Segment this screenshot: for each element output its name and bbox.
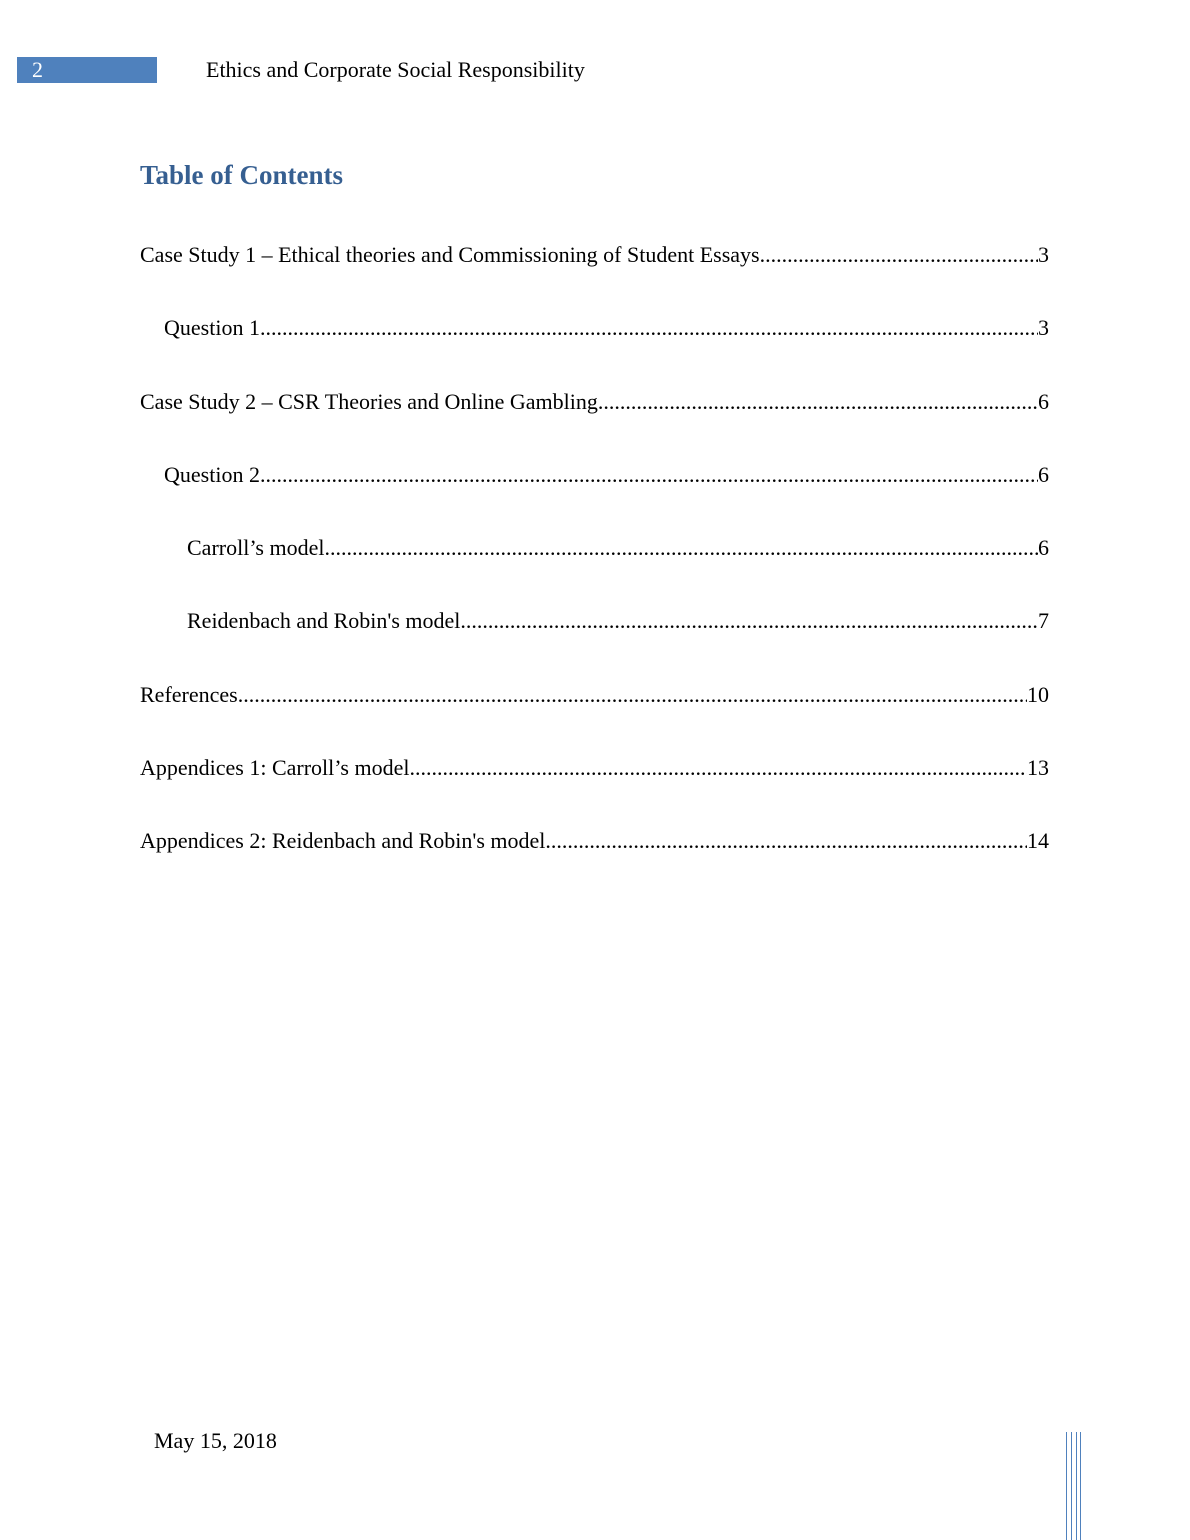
toc-entry-page: 10 bbox=[1027, 681, 1049, 707]
toc-entry-text: References bbox=[140, 681, 238, 707]
toc-dot-leader bbox=[460, 606, 1038, 636]
toc-entry-reidenbach-robin-model[interactable] bbox=[140, 606, 1049, 679]
toc-entry-page: 6 bbox=[1038, 535, 1049, 561]
toc-dot-leader bbox=[238, 680, 1027, 710]
toc-entry-appendices-1[interactable] bbox=[140, 753, 1049, 826]
toc-list bbox=[140, 240, 1049, 900]
toc-entry-text: Question 2 bbox=[164, 461, 260, 487]
toc-heading: Table of Contents bbox=[140, 160, 344, 190]
toc-entry-text: Carroll’s model bbox=[187, 535, 325, 561]
footer-rule bbox=[1080, 1432, 1081, 1540]
toc-entry-page: 3 bbox=[1038, 315, 1049, 341]
toc-entry-case-study-2[interactable] bbox=[140, 387, 1049, 460]
toc-entry-text: Case Study 1 – Ethical theories and Commissioning of Student Essays bbox=[140, 242, 760, 267]
footer-date: May 15, 2018 bbox=[154, 1428, 277, 1453]
toc-entry-question-1[interactable] bbox=[140, 313, 1049, 386]
toc-entry-carrolls-model[interactable] bbox=[140, 533, 1049, 606]
toc-entry-appendices-2[interactable] bbox=[140, 826, 1049, 899]
toc-entry-text: Appendices 1: Carroll’s model bbox=[140, 755, 410, 781]
toc-dot-leader bbox=[324, 533, 1038, 563]
footer-decorative-rules bbox=[1066, 1432, 1082, 1540]
footer-rule bbox=[1076, 1432, 1077, 1540]
toc-entry-page: 14 bbox=[1027, 828, 1049, 854]
toc-entry-text: Reidenbach and Robin's model bbox=[187, 608, 461, 634]
toc-entry-page: 7 bbox=[1038, 608, 1049, 634]
footer-rule bbox=[1071, 1432, 1072, 1540]
toc-entry-text: Question 1 bbox=[164, 315, 260, 341]
toc-entry-page: 6 bbox=[1038, 388, 1049, 414]
toc-entry-text: Case Study 2 – CSR Theories and Online Gambling bbox=[140, 388, 598, 414]
toc-dot-leader bbox=[409, 753, 1027, 783]
toc-entry-case-study-1[interactable] bbox=[140, 240, 1049, 313]
header-title: Ethics and Corporate Social Responsibility bbox=[206, 57, 585, 82]
toc-entry-references[interactable] bbox=[140, 680, 1049, 753]
toc-dot-leader bbox=[545, 826, 1027, 856]
toc-dot-leader bbox=[260, 460, 1038, 490]
toc-entry-text: Appendices 2: Reidenbach and Robin's model bbox=[140, 828, 546, 854]
toc-entry-page: 6 bbox=[1038, 461, 1049, 487]
toc-dot-leader bbox=[598, 387, 1038, 417]
toc-entry-question-2[interactable] bbox=[140, 460, 1049, 533]
toc-entry-page: 3 bbox=[1038, 242, 1049, 267]
toc-entry-page: 13 bbox=[1027, 755, 1049, 781]
toc-dot-leader bbox=[260, 313, 1038, 343]
footer-rule bbox=[1066, 1432, 1067, 1540]
toc-dot-leader bbox=[760, 240, 1038, 270]
page-number: 2 bbox=[17, 57, 157, 83]
